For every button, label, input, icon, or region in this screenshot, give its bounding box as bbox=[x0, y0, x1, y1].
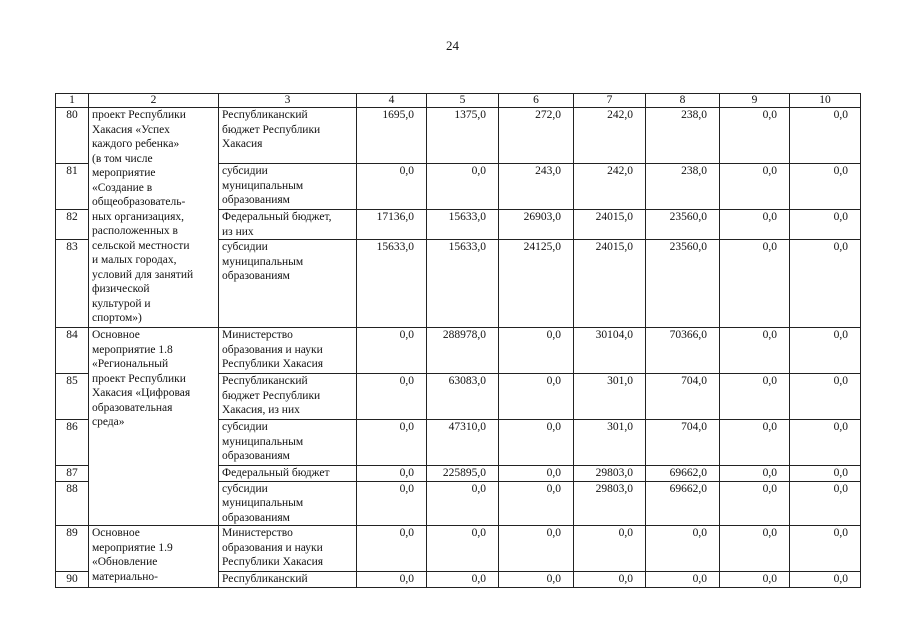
event-name-line: каждого ребенка» bbox=[92, 138, 180, 150]
funding-source-cell bbox=[219, 328, 357, 374]
funding-source-cell bbox=[219, 240, 357, 328]
amount-cell: 0,0 bbox=[357, 164, 427, 210]
amount-cell: 0,0 bbox=[720, 210, 790, 240]
funding-source-line: Министерство bbox=[222, 329, 293, 341]
event-name-line: мероприятие 1.8 bbox=[92, 343, 173, 356]
amount-cell: 0,0 bbox=[357, 420, 427, 466]
funding-source-cell bbox=[219, 526, 357, 572]
event-name-line: Основное bbox=[92, 527, 140, 539]
amount-cell: 47310,0 bbox=[427, 420, 499, 466]
column-header: 5 bbox=[427, 94, 499, 108]
amount-cell: 0,0 bbox=[790, 374, 861, 420]
funding-source-cell bbox=[219, 572, 357, 588]
event-name-line: среда» bbox=[92, 416, 125, 428]
amount-cell: 70366,0 bbox=[646, 328, 720, 374]
amount-cell: 0,0 bbox=[646, 526, 720, 572]
funding-source-line: образованиям bbox=[222, 511, 290, 524]
amount-cell: 15633,0 bbox=[427, 210, 499, 240]
row-number: 90 bbox=[56, 572, 89, 588]
event-name-line: расположенных в bbox=[92, 225, 178, 237]
funding-source-line: бюджет Республики bbox=[222, 123, 321, 136]
table-row bbox=[56, 526, 861, 572]
column-header: 3 bbox=[219, 94, 357, 108]
amount-cell: 0,0 bbox=[790, 526, 861, 572]
row-number: 89 bbox=[56, 526, 89, 572]
funding-source-line: образования и науки bbox=[222, 541, 323, 554]
event-name-line: культурой и bbox=[92, 297, 151, 310]
amount-cell: 23560,0 bbox=[646, 210, 720, 240]
event-name-line: Хакасия «Успех bbox=[92, 123, 170, 136]
amount-cell: 0,0 bbox=[499, 328, 574, 374]
amount-cell: 30104,0 bbox=[574, 328, 646, 374]
amount-cell: 24015,0 bbox=[574, 240, 646, 328]
amount-cell: 0,0 bbox=[357, 466, 427, 482]
amount-cell: 225895,0 bbox=[427, 466, 499, 482]
funding-source-line: Федеральный бюджет, bbox=[222, 211, 332, 223]
amount-cell: 704,0 bbox=[646, 420, 720, 466]
funding-source-cell bbox=[219, 481, 357, 526]
event-name-line: материально- bbox=[92, 570, 158, 583]
event-name-cell bbox=[89, 328, 219, 526]
event-name-line: «Создание в bbox=[92, 181, 153, 194]
amount-cell: 0,0 bbox=[720, 420, 790, 466]
funding-source-line: субсидии bbox=[222, 241, 268, 253]
funding-source-line: Министерство bbox=[222, 527, 293, 539]
amount-cell: 0,0 bbox=[720, 572, 790, 588]
funding-source-line: муниципальным bbox=[222, 255, 304, 268]
amount-cell: 24125,0 bbox=[499, 240, 574, 328]
event-name-line: Основное bbox=[92, 329, 140, 341]
amount-cell: 0,0 bbox=[790, 572, 861, 588]
amount-cell: 1695,0 bbox=[357, 108, 427, 164]
row-number: 83 bbox=[56, 240, 89, 328]
amount-cell: 0,0 bbox=[574, 526, 646, 572]
event-name-cell bbox=[89, 526, 219, 588]
funding-source-line: образованиям bbox=[222, 270, 290, 282]
amount-cell: 0,0 bbox=[720, 240, 790, 328]
row-number: 81 bbox=[56, 164, 89, 210]
amount-cell: 0,0 bbox=[427, 481, 499, 526]
amount-cell: 242,0 bbox=[574, 108, 646, 164]
amount-cell: 0,0 bbox=[427, 526, 499, 572]
funding-source-line: бюджет Республики bbox=[222, 389, 321, 402]
amount-cell: 0,0 bbox=[574, 572, 646, 588]
budget-table bbox=[55, 93, 861, 588]
amount-cell: 23560,0 bbox=[646, 240, 720, 328]
amount-cell: 29803,0 bbox=[574, 481, 646, 526]
amount-cell: 0,0 bbox=[720, 374, 790, 420]
funding-source-cell bbox=[219, 420, 357, 466]
amount-cell: 0,0 bbox=[720, 466, 790, 482]
amount-cell: 0,0 bbox=[790, 481, 861, 526]
amount-cell: 0,0 bbox=[646, 572, 720, 588]
row-number: 82 bbox=[56, 210, 89, 240]
column-header: 1 bbox=[56, 94, 89, 108]
amount-cell: 0,0 bbox=[499, 526, 574, 572]
amount-cell: 0,0 bbox=[357, 526, 427, 572]
event-name-line: ных организациях, bbox=[92, 210, 185, 223]
event-name-line: образовательная bbox=[92, 401, 173, 414]
event-name-line: физической bbox=[92, 283, 150, 295]
funding-source-line: муниципальным bbox=[222, 179, 304, 192]
amount-cell: 0,0 bbox=[499, 572, 574, 588]
amount-cell: 0,0 bbox=[357, 374, 427, 420]
funding-source-line: Республики Хакасия bbox=[222, 358, 324, 370]
amount-cell: 0,0 bbox=[427, 164, 499, 210]
row-number: 86 bbox=[56, 420, 89, 466]
funding-source-line: Республики Хакасия bbox=[222, 556, 324, 568]
funding-source-cell bbox=[219, 108, 357, 164]
event-name-line: мероприятие bbox=[92, 167, 156, 179]
event-name-line: «Региональный bbox=[92, 358, 169, 370]
funding-source-line: субсидии bbox=[222, 165, 268, 177]
header-row bbox=[56, 94, 861, 108]
amount-cell: 63083,0 bbox=[427, 374, 499, 420]
row-number: 80 bbox=[56, 108, 89, 164]
funding-source-line: образованиям bbox=[222, 194, 290, 206]
amount-cell: 0,0 bbox=[790, 240, 861, 328]
page-number: 24 bbox=[446, 38, 459, 53]
column-header: 9 bbox=[720, 94, 790, 108]
event-name-line: спортом») bbox=[92, 312, 142, 324]
funding-source-line: Федеральный бюджет bbox=[222, 467, 330, 479]
amount-cell: 238,0 bbox=[646, 164, 720, 210]
amount-cell: 69662,0 bbox=[646, 466, 720, 482]
amount-cell: 0,0 bbox=[720, 108, 790, 164]
amount-cell: 301,0 bbox=[574, 374, 646, 420]
funding-source-line: муниципальным bbox=[222, 435, 304, 448]
column-header: 8 bbox=[646, 94, 720, 108]
event-name-line: «Обновление bbox=[92, 556, 158, 568]
column-header: 7 bbox=[574, 94, 646, 108]
funding-source-line: из них bbox=[222, 225, 254, 238]
amount-cell: 0,0 bbox=[720, 481, 790, 526]
funding-source-line: Хакасия, из них bbox=[222, 404, 300, 416]
amount-cell: 242,0 bbox=[574, 164, 646, 210]
funding-source-line: Хакасия bbox=[222, 138, 263, 150]
event-name-line: условий для занятий bbox=[92, 268, 194, 281]
amount-cell: 29803,0 bbox=[574, 466, 646, 482]
amount-cell: 0,0 bbox=[427, 572, 499, 588]
event-name-cell bbox=[89, 108, 219, 328]
table-row bbox=[56, 328, 861, 374]
amount-cell: 0,0 bbox=[499, 481, 574, 526]
amount-cell: 238,0 bbox=[646, 108, 720, 164]
row-number: 87 bbox=[56, 466, 89, 482]
amount-cell: 0,0 bbox=[720, 164, 790, 210]
amount-cell: 0,0 bbox=[790, 420, 861, 466]
event-name-line: сельской местности bbox=[92, 239, 190, 252]
amount-cell: 69662,0 bbox=[646, 481, 720, 526]
amount-cell: 301,0 bbox=[574, 420, 646, 466]
amount-cell: 243,0 bbox=[499, 164, 574, 210]
amount-cell: 0,0 bbox=[790, 164, 861, 210]
amount-cell: 0,0 bbox=[499, 420, 574, 466]
event-name-line: общеобразователь- bbox=[92, 196, 186, 208]
amount-cell: 17136,0 bbox=[357, 210, 427, 240]
event-name-line: (в том числе bbox=[92, 152, 153, 165]
amount-cell: 26903,0 bbox=[499, 210, 574, 240]
amount-cell: 24015,0 bbox=[574, 210, 646, 240]
event-name-line: проект Республики bbox=[92, 109, 186, 121]
amount-cell: 0,0 bbox=[790, 466, 861, 482]
amount-cell: 0,0 bbox=[720, 328, 790, 374]
amount-cell: 0,0 bbox=[790, 210, 861, 240]
funding-source-line: субсидии bbox=[222, 421, 268, 433]
event-name-line: проект Республики bbox=[92, 372, 186, 385]
amount-cell: 0,0 bbox=[720, 526, 790, 572]
column-header: 4 bbox=[357, 94, 427, 108]
amount-cell: 15633,0 bbox=[357, 240, 427, 328]
row-number: 84 bbox=[56, 328, 89, 374]
amount-cell: 704,0 bbox=[646, 374, 720, 420]
amount-cell: 1375,0 bbox=[427, 108, 499, 164]
column-header: 10 bbox=[790, 94, 861, 108]
amount-cell: 15633,0 bbox=[427, 240, 499, 328]
row-number: 85 bbox=[56, 374, 89, 420]
row-number: 88 bbox=[56, 481, 89, 526]
amount-cell: 0,0 bbox=[357, 328, 427, 374]
amount-cell: 272,0 bbox=[499, 108, 574, 164]
column-header: 2 bbox=[89, 94, 219, 108]
event-name-line: мероприятие 1.9 bbox=[92, 541, 173, 554]
event-name-line: Хакасия «Цифровая bbox=[92, 387, 191, 399]
funding-source-cell bbox=[219, 374, 357, 420]
column-header: 6 bbox=[499, 94, 574, 108]
funding-source-line: образованиям bbox=[222, 450, 290, 462]
amount-cell: 0,0 bbox=[499, 374, 574, 420]
event-name-line: и малых городах, bbox=[92, 254, 177, 266]
funding-source-line: субсидии bbox=[222, 482, 268, 495]
funding-source-line: Республиканский bbox=[222, 375, 308, 387]
funding-source-line: Республиканский bbox=[222, 109, 308, 121]
funding-source-cell bbox=[219, 466, 357, 482]
amount-cell: 0,0 bbox=[357, 481, 427, 526]
table-row bbox=[56, 108, 861, 164]
amount-cell: 0,0 bbox=[790, 108, 861, 164]
amount-cell: 0,0 bbox=[357, 572, 427, 588]
funding-source-line: муниципальным bbox=[222, 497, 304, 509]
funding-source-line: Республиканский bbox=[222, 573, 308, 585]
funding-source-cell bbox=[219, 164, 357, 210]
amount-cell: 0,0 bbox=[790, 328, 861, 374]
amount-cell: 0,0 bbox=[499, 466, 574, 482]
amount-cell: 288978,0 bbox=[427, 328, 499, 374]
funding-source-line: образования и науки bbox=[222, 343, 323, 356]
funding-source-cell bbox=[219, 210, 357, 240]
